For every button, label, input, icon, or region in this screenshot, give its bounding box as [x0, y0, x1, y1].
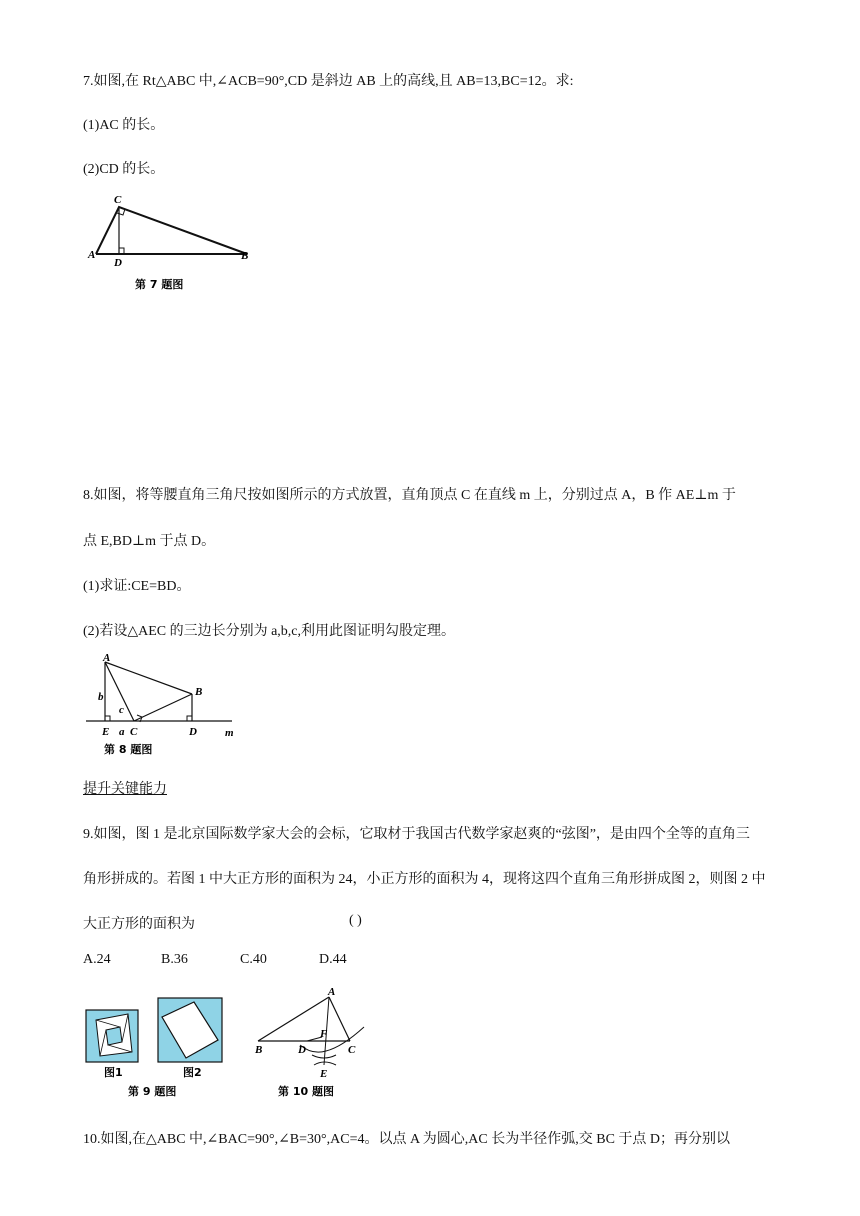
q7-part2: (2)CD 的长。	[83, 162, 165, 177]
q8-right-angle-d	[187, 716, 192, 721]
q8-caption: 第 8 题图	[104, 743, 153, 756]
q9-choice-c: C.40	[240, 952, 267, 967]
q10-label-c: C	[348, 1044, 356, 1056]
q8-label-d: D	[189, 726, 197, 738]
q9-choice-d: D.44	[319, 952, 347, 967]
q9-stem-line1: 9.如图，图 1 是北京国际数学家大会的会标，它取材于我国古代数学家赵爽的“弦图”，是由四个全等的直角三	[83, 827, 750, 842]
q7-caption: 第 7 题图	[135, 278, 184, 291]
q9-choice-b: B.36	[161, 952, 188, 967]
q8-right-angle-e	[105, 716, 110, 721]
q10-figure	[252, 985, 377, 1105]
q7-label-d: D	[114, 257, 122, 269]
q10-label-e: E	[320, 1068, 328, 1080]
section-title: 提升关键能力	[83, 782, 167, 797]
q8-part2: (2)若设△AEC 的三边长分别为 a,b,c,利用此图证明勾股定理。	[83, 624, 456, 639]
q9-sub-label-1: 图1	[104, 1066, 123, 1079]
q10-label-b: B	[255, 1044, 263, 1056]
q9-figure-2	[158, 998, 222, 1062]
q10-caption: 第 10 题图	[278, 1085, 334, 1098]
q8-label-c: C	[130, 726, 138, 738]
q10-ab	[258, 997, 329, 1041]
q8-label-a-side: a	[119, 726, 125, 738]
q10-stem-line1: 10.如图,在△ABC 中,∠BAC=90°,∠B=30°,AC=4。以点 A 为圆心,AC 长为半径作弧,交 BC 于点 D；再分别以	[83, 1132, 731, 1147]
q10-label-d: D	[298, 1044, 306, 1056]
q9-figure	[82, 990, 262, 1105]
q8-label-b: B	[195, 686, 203, 698]
q7-part1: (1)AC 的长。	[83, 118, 165, 133]
q8-label-m: m	[225, 727, 234, 739]
q7-label-a: A	[88, 249, 96, 261]
q9-caption: 第 9 题图	[128, 1085, 177, 1098]
q8-label-e: E	[102, 726, 110, 738]
q9-choice-a: A.24	[83, 952, 111, 967]
q8-label-b-side: b	[98, 691, 104, 703]
q9-figure-1	[86, 1010, 138, 1062]
q10-ac	[329, 997, 350, 1041]
q8-stem-line1: 8.如图，将等腰直角三角尺按如图所示的方式放置，直角顶点 C 在直线 m 上，分别过点 A，B 作 AE⊥m 于	[83, 488, 736, 503]
q8-figure	[82, 650, 242, 762]
q10-label-f: F	[320, 1028, 328, 1040]
q8-label-c-side: c	[119, 704, 124, 716]
q8-label-a: A	[103, 652, 111, 664]
q8-stem-line2: 点 E,BD⊥m 于点 D。	[83, 534, 216, 549]
q7-label-b: B	[241, 250, 249, 262]
q7-stem: 7.如图,在 Rt△ABC 中,∠ACB=90°,CD 是斜边 AB 上的高线,且 AB=13,BC=12。求:	[83, 74, 574, 89]
q9-answer-bracket: ( )	[349, 913, 362, 928]
q9-sub-label-2: 图2	[183, 1066, 202, 1079]
q7-label-c: C	[114, 194, 122, 206]
q10-arc-e1	[312, 1055, 336, 1058]
q9-stem-line2: 角形拼成的。若图 1 中大正方形的面积为 24，小正方形的面积为 4，现将这四个直角三角形拼成图 2，则图 2 中	[83, 872, 766, 887]
q10-arc-e2	[314, 1062, 336, 1065]
q9-stem-line3: 大正方形的面积为	[83, 917, 195, 932]
q10-label-a: A	[328, 986, 336, 998]
q7-figure	[82, 192, 262, 297]
q8-part1: (1)求证:CE=BD。	[83, 579, 191, 594]
q8-cb	[134, 694, 192, 721]
